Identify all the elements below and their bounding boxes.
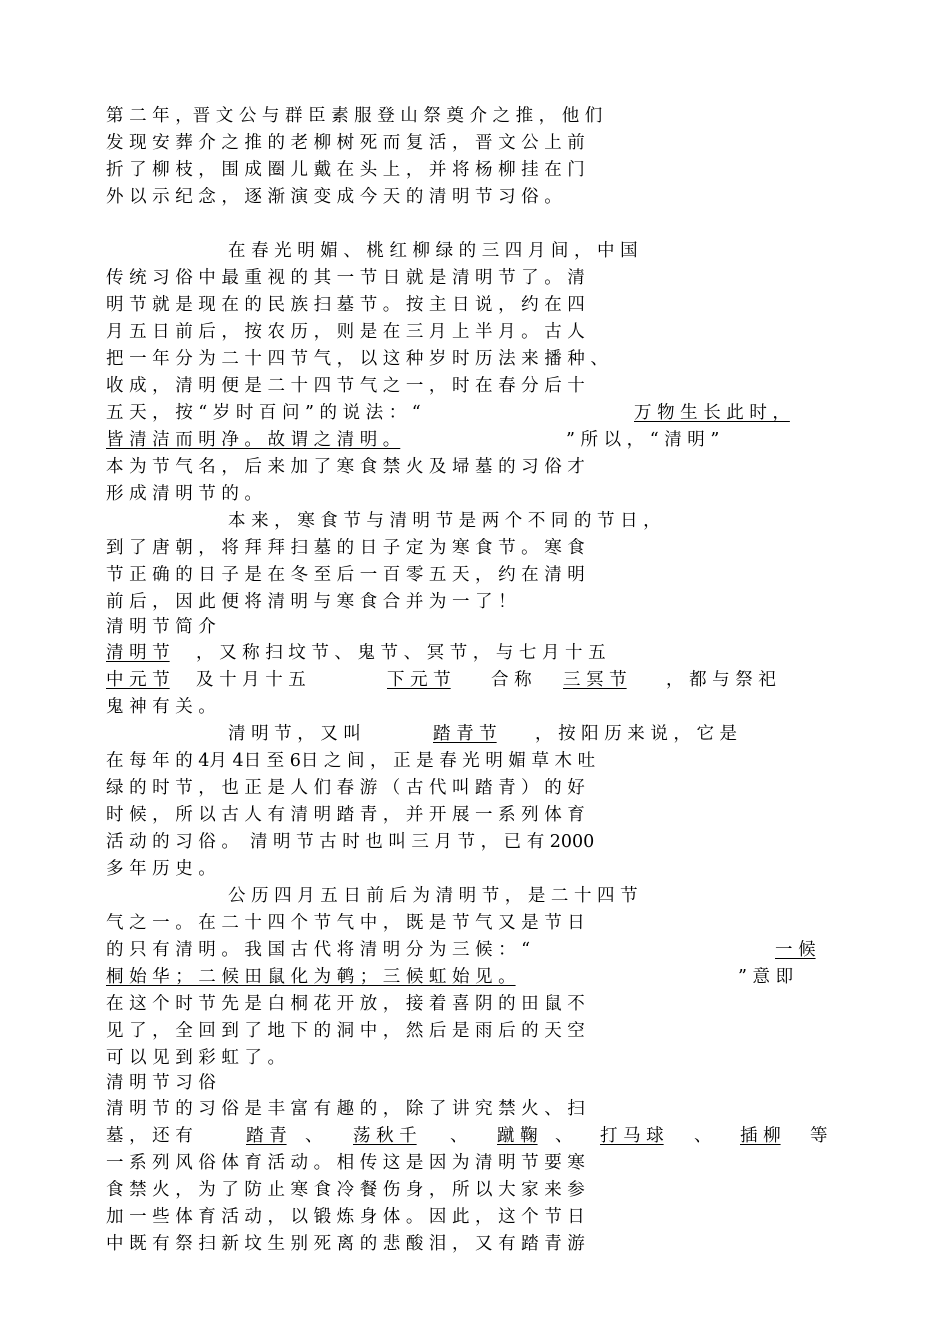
text-line: [0, 829, 950, 855]
link-polo[interactable]: 打 马 球: [600, 1126, 664, 1146]
text-segment: 见 了 ， 全 回 到 了 地 下 的 洞 中 ， 然 后 是 雨 后 的 天 空: [106, 1021, 585, 1041]
text-segment: 可 以 见 到 彩 虹 了 。: [106, 1048, 285, 1068]
text-line: [0, 775, 950, 801]
text-line: [0, 589, 950, 615]
text-line: [0, 184, 950, 210]
text-segment: 节 正 确 的 日 子 是 在 冬 至 后 一 百 零 五 天 ， 约 在 清 明: [106, 565, 585, 585]
link-sanming[interactable]: 三 冥 节: [563, 670, 627, 690]
underlined-quote: 皆 清 洁 而 明 净 。 故 谓 之 清 明 。: [106, 430, 401, 450]
text-segment: 一 系 列 风 俗 体 育 活 动 。 相 传 这 是 因 为 清 明 节 要 寒: [106, 1153, 585, 1173]
heading-text: 清 明 节 简 介: [106, 617, 216, 637]
text-segment: 活 动 的 习 俗 。 清 明 节 古 时 也 叫 三 月 节 ， 已 有 2000: [106, 832, 595, 852]
text-segment: 明 节 就 是 现 在 的 民 族 扫 墓 节 。 按 主 日 说 ， 约 在 四: [106, 295, 585, 315]
link-swing[interactable]: 荡 秋 千: [353, 1126, 417, 1146]
text-segment: 外 以 示 纪 念 ， 逐 渐 演 变 成 今 天 的 清 明 节 习 俗 。: [106, 187, 562, 207]
text-segment: 墓 ， 还 有: [106, 1126, 193, 1146]
section-heading: [0, 1070, 950, 1096]
text-segment: 气 之 一 。 在 二 十 四 个 节 气 中 ， 既 是 节 气 又 是 节 日: [106, 913, 585, 933]
text-segment: 本 为 节 气 名 ， 后 来 加 了 寒 食 禁 火 及 埽 墓 的 习 俗 才: [106, 457, 585, 477]
text-line: [0, 400, 950, 426]
heading-text: 清 明 节 习 俗: [106, 1073, 216, 1093]
text-segment: 在 每 年 的 4月 4日 至 6日 之 间 ， 正 是 春 光 明 媚 草 木 吐: [106, 751, 596, 771]
text-segment: 时 候 ， 所 以 古 人 有 清 明 踏 青 ， 并 开 展 一 系 列 体 育: [106, 805, 585, 825]
text-segment: 食 禁 火 ， 为 了 防 止 寒 食 冷 餐 伤 身 ， 所 以 大 家 来 参: [106, 1180, 585, 1200]
text-line: [0, 1123, 950, 1149]
text-segment: ” 所 以 ， “ 清 明 ”: [566, 430, 720, 450]
text-line: [0, 667, 950, 693]
text-segment: 加 一 些 体 育 活 动 ， 以 锻 炼 身 体 。 因 此 ， 这 个 节 日: [106, 1207, 585, 1227]
text-line: [0, 640, 950, 666]
text-segment: 在 这 个 时 节 先 是 白 桐 花 开 放 ， 接 着 喜 阴 的 田 鼠 不: [106, 994, 585, 1014]
text-line: [0, 427, 950, 453]
text-line: [0, 346, 950, 372]
text-line: [0, 883, 950, 909]
link-taqing-custom[interactable]: 踏 青: [246, 1126, 287, 1146]
text-line: [0, 157, 950, 183]
text-segment: 清 明 节 的 习 俗 是 丰 富 有 趣 的 ， 除 了 讲 究 禁 火 、 扫: [106, 1099, 585, 1119]
text-line: [0, 1018, 950, 1044]
underlined-quote: 万 物 生 长 此 时 ，: [634, 403, 790, 423]
text-segment: ， 又 称 扫 坟 节 、 鬼 节 、 冥 节 ， 与 七 月 十 五: [196, 643, 606, 663]
text-segment: 公 历 四 月 五 日 前 后 为 清 明 节 ， 是 二 十 四 节: [228, 886, 638, 906]
text-segment: 折 了 柳 枝 ， 围 成 圈 儿 戴 在 头 上 ， 并 将 杨 柳 挂 在 门: [106, 160, 585, 180]
text-segment: 多 年 历 史 。: [106, 859, 216, 879]
text-line: [0, 802, 950, 828]
text-segment: 前 后 ， 因 此 便 将 清 明 与 寒 食 合 并 为 一 了 ！: [106, 592, 516, 612]
text-segment: 形 成 清 明 节 的 。: [106, 484, 262, 504]
text-line: [0, 238, 950, 264]
text-segment: 传 统 习 俗 中 最 重 视 的 其 一 节 日 就 是 清 明 节 了 。 清: [106, 268, 585, 288]
text-line: [0, 1150, 950, 1176]
text-segment: 收 成 ， 清 明 便 是 二 十 四 节 气 之 一 ， 时 在 春 分 后 十: [106, 376, 585, 396]
text-segment: ， 按 阳 历 来 说 ， 它 是: [535, 724, 738, 744]
text-line: [0, 373, 950, 399]
text-line: [0, 937, 950, 963]
underlined-quote: 桐 始 华 ； 二 候 田 鼠 化 为 鹌 ； 三 候 虹 始 见 。: [106, 967, 516, 987]
text-line: [0, 694, 950, 720]
text-line: [0, 103, 950, 129]
text-segment: 合 称: [491, 670, 532, 690]
section-heading: [0, 614, 950, 640]
text-line: [0, 991, 950, 1017]
text-segment: ， 都 与 祭 祀: [666, 670, 776, 690]
text-line: [0, 748, 950, 774]
text-segment: 、: [305, 1126, 323, 1146]
text-line: [0, 1045, 950, 1071]
text-segment: 在 春 光 明 媚 、 桃 红 柳 绿 的 三 四 月 间 ， 中 国: [228, 241, 638, 261]
link-zhongyuan[interactable]: 中 元 节: [106, 670, 170, 690]
text-segment: 清 明 节 ， 又 叫: [228, 724, 361, 744]
text-segment: 把 一 年 分 为 二 十 四 节 气 ， 以 这 种 岁 时 历 法 来 播 种 、: [106, 349, 608, 369]
text-segment: 、: [694, 1126, 712, 1146]
link-willow[interactable]: 插 柳: [740, 1126, 781, 1146]
text-segment: 鬼 神 有 关 。: [106, 697, 216, 717]
text-line: [0, 721, 950, 747]
text-line: [0, 1204, 950, 1230]
link-taqing[interactable]: 踏 青 节: [433, 724, 497, 744]
link-cuju[interactable]: 蹴 鞠: [497, 1126, 538, 1146]
text-segment: ” 意 即: [738, 967, 794, 987]
text-line: [0, 481, 950, 507]
text-segment: 、: [450, 1126, 468, 1146]
link-xiayuan[interactable]: 下 元 节: [387, 670, 451, 690]
text-segment: 、: [555, 1126, 573, 1146]
text-segment: 中 既 有 祭 扫 新 坟 生 别 死 离 的 悲 酸 泪 ， 又 有 踏 青 游: [106, 1234, 585, 1254]
text-segment: 五 天 ， 按 “ 岁 时 百 问 ” 的 说 法 ： “: [106, 403, 421, 423]
text-line: [0, 1177, 950, 1203]
text-line: [0, 856, 950, 882]
underlined-quote: 一 候: [775, 940, 816, 960]
text-segment: 等: [810, 1126, 828, 1146]
text-segment: 月 五 日 前 后 ， 按 农 历 ， 则 是 在 三 月 上 半 月 。 古 人: [106, 322, 585, 342]
text-line: [0, 910, 950, 936]
text-line: [0, 454, 950, 480]
text-segment: 绿 的 时 节 ， 也 正 是 人 们 春 游 （ 古 代 叫 踏 青 ） 的 好: [106, 778, 585, 798]
text-segment: 第 二 年 ，晋 文 公 与 群 臣 素 服 登 山 祭 奠 介 之 推 ， 他 们: [106, 106, 603, 126]
text-line: [0, 508, 950, 534]
text-segment: 到 了 唐 朝 ， 将 拜 拜 扫 墓 的 日 子 定 为 寒 食 节 。 寒 食: [106, 538, 585, 558]
text-segment: 及 十 月 十 五: [196, 670, 306, 690]
text-line: [0, 130, 950, 156]
text-segment: 本 来 ， 寒 食 节 与 清 明 节 是 两 个 不 同 的 节 日 ，: [228, 511, 661, 531]
text-line: [0, 1231, 950, 1257]
text-line: [0, 964, 950, 990]
text-line: [0, 265, 950, 291]
text-segment: 的 只 有 清 明 。 我 国 古 代 将 清 明 分 为 三 候 ： “: [106, 940, 531, 960]
link-qingming[interactable]: 清 明 节: [106, 643, 170, 663]
text-line: [0, 292, 950, 318]
text-line: [0, 1096, 950, 1122]
text-line: [0, 319, 950, 345]
text-segment: 发 现 安 葬 介 之 推 的 老 柳 树 死 而 复 活 ， 晋 文 公 上 前: [106, 133, 585, 153]
text-line: [0, 562, 950, 588]
text-line: [0, 535, 950, 561]
